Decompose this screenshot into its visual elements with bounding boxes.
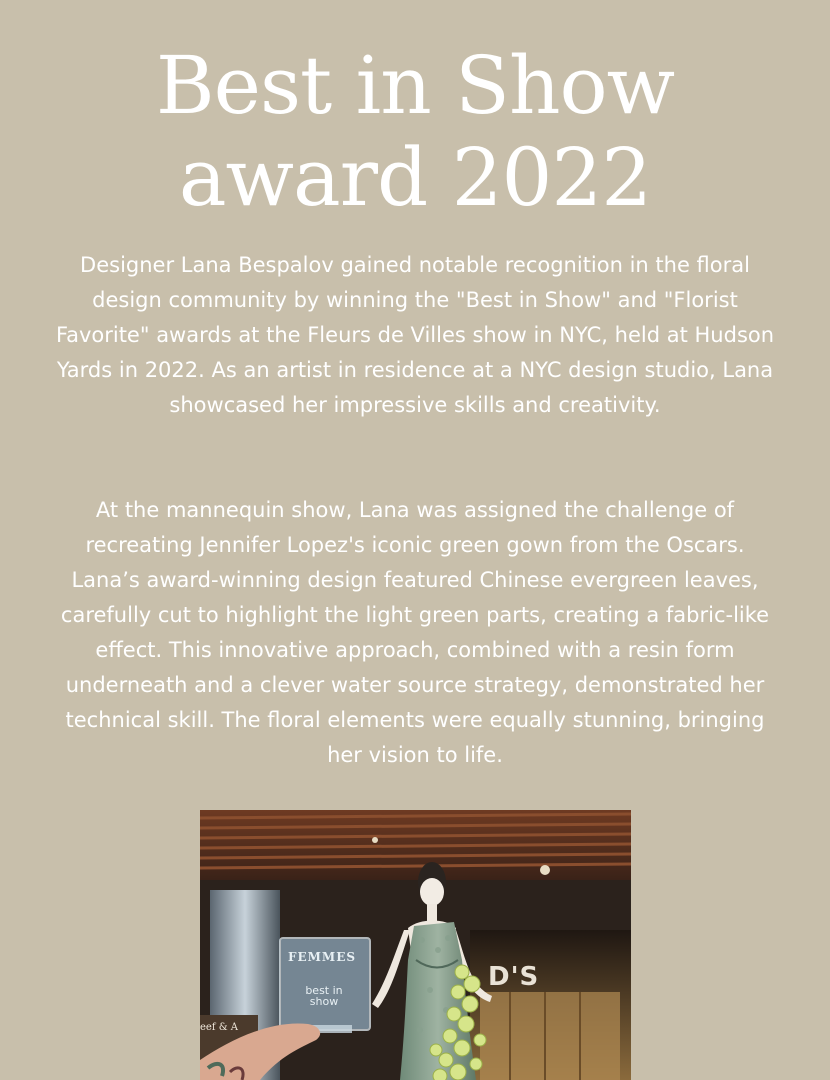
title-line-2: award 2022 xyxy=(178,131,652,224)
store-sign-text: D'S xyxy=(488,962,540,992)
title-line-1: Best in Show xyxy=(155,39,675,132)
page-title xyxy=(0,40,830,224)
side-sign-text: eef & A xyxy=(200,1022,239,1033)
design-paragraph: At the mannequin show, Lana was assigned the challenge of recreating Jennifer Lopez's iconic green gown from the Oscars. Lana’s award-winning design featured Chinese evergreen leaves, carefully cut to highlight the light green parts, creating a fabric-like effect. This innovative approach, combined with a resin form underneath and a clever water source strategy, demonstrated her technical skill. The floral elements were equally stunning, bringing her vision to life. xyxy=(60,498,770,767)
award-photo xyxy=(200,810,631,1080)
intro-paragraph: Designer Lana Bespalov gained notable recognition in the floral design community by winning the "Best in Show" and "Florist Favorite" awards at the Fleurs de Villes show in NYC, held at Hudson Yards in 2022. As an artist in residence at a NYC design studio, Lana showcased her impressive skills and creativity. xyxy=(55,253,775,417)
sign-award-text: best in show xyxy=(305,984,343,1008)
sign-brand-text: FEMMES xyxy=(287,950,357,964)
